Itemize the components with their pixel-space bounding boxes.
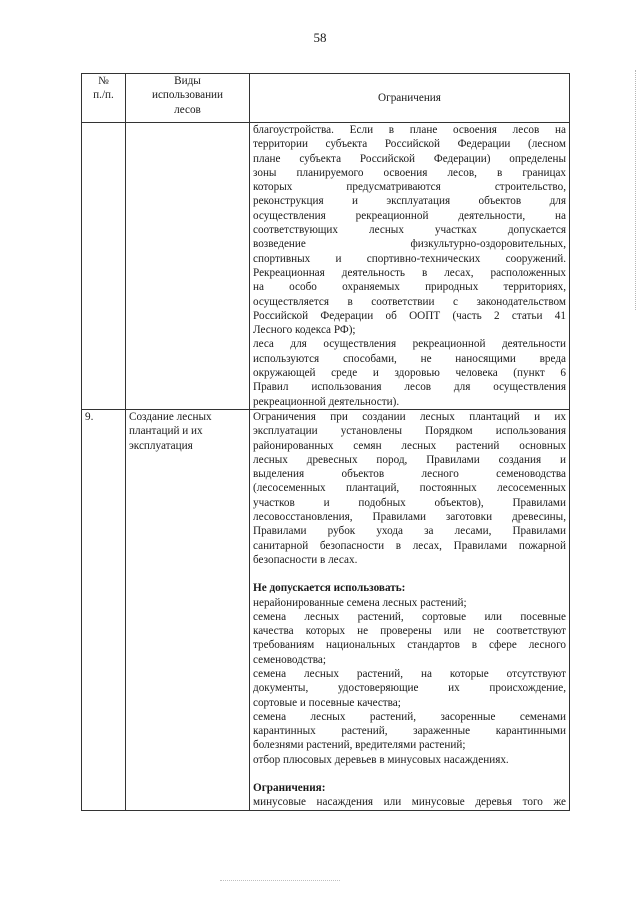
table-row-continued	[82, 123, 570, 410]
text-line: на особо охраняемых природных территориях,	[253, 281, 566, 294]
text-line: рекреационной деятельности).	[253, 395, 400, 408]
header-number: № п./п.	[82, 74, 126, 123]
cell-kind-empty	[126, 123, 250, 410]
text-line: санитарной безопасности в лесах, Правилами пожарной	[253, 539, 566, 552]
text-line: болезнями растений, вредителями растений;	[253, 739, 466, 752]
table-row-9	[82, 409, 570, 810]
header-forest-use-type: Виды использовании лесов	[126, 74, 250, 123]
not-allowed-heading: Не допускается использовать:	[253, 582, 406, 595]
text-line: которых предусматриваются строительство,	[253, 181, 566, 194]
text-line: нерайонированные семена лесных растений;	[253, 596, 467, 609]
text-line: реконструкция и эксплуатация объектов для	[253, 195, 566, 208]
text-line: благоустройства. Если в плане освоения лесов на	[253, 124, 566, 136]
text-line: требованиям национальных стандартов в сфере лесного	[253, 639, 566, 652]
not-allowed-list	[253, 596, 566, 768]
page-number: 58	[313, 30, 327, 45]
text-line: карантинных растений, зараженные карантинными	[253, 725, 566, 738]
cell-number-empty	[82, 123, 126, 410]
scan-artifact-dots	[220, 880, 340, 882]
text-line: используются способами, не наносящими вреда	[253, 352, 566, 365]
text-line: семена лесных растений, на которые отсутствуют	[253, 667, 566, 680]
text-line: зоны планируемого освоения лесов, в границах	[253, 166, 566, 179]
margin-marks	[631, 70, 636, 310]
restrictions-table	[81, 73, 570, 811]
text-line: безопасности в лесах.	[253, 553, 358, 566]
text-line: Ограничения при создании лесных плантаций и их	[253, 410, 566, 423]
header-restrictions: Ограничения	[250, 74, 570, 123]
restrictions-text	[253, 795, 566, 809]
text-line: эксплуатации установлены Порядком использования	[253, 425, 566, 438]
text-line: Правил использования лесов для осуществления	[253, 381, 566, 394]
text-line: семена лесных растений, засоренные семенами	[253, 710, 566, 723]
text-line: лесных древесных пород, Правилами создания и	[253, 453, 566, 466]
text-line: документы, удостоверяющие их происхождение,	[253, 682, 566, 695]
text-line: окружающей среде и здоровью человека (пункт 6	[253, 367, 566, 380]
text-line: спортивных и спортивно-технических сооружений.	[253, 252, 566, 265]
cell-kind: Создание лесных плантаций и их эксплуатация	[126, 409, 250, 810]
text-line: районированных семян лесных растений основных	[253, 439, 566, 452]
text-line: семеноводства;	[253, 653, 326, 666]
text-line: плане субъекта Российской Федерации) определены	[253, 152, 566, 165]
text-line: сортовые и посевные качества;	[253, 696, 401, 709]
text-line: леса для осуществления рекреационной деятельности	[253, 338, 566, 351]
text-line: осуществляется в соответствии с законодательством	[253, 295, 566, 308]
text-line: Рекреационная деятельность в лесах, расположенных	[253, 266, 566, 279]
cell-restrictions-continued	[250, 123, 570, 410]
text-line: лесовосстановления, Правилами заготовки древесины,	[253, 511, 566, 524]
text-line: соответствующих лесных участках допускается	[253, 224, 566, 237]
continued-text	[253, 123, 566, 409]
text-line: (лесосеменных плантаций, постоянных лесосеменных	[253, 482, 566, 495]
text-line: выделения объектов лесного семеноводства	[253, 468, 566, 481]
text-line: семена лесных растений, сортовые или посевные	[253, 610, 566, 623]
text-line: качества которых не проверены или не соответствуют	[253, 625, 566, 638]
text-line: отбор плюсовых деревьев в минусовых насаждениях.	[253, 753, 509, 766]
text-line: Лесного кодекса РФ);	[253, 324, 356, 337]
restrictions-paragraph	[253, 410, 566, 567]
text-line: Российской Федерации об ООПТ (часть 2 статьи 41	[253, 309, 566, 322]
text-line: участков и подобных объектов), Правилами	[253, 496, 566, 509]
text-line: Правилами рубок ухода за лесами, Правилами	[253, 525, 566, 538]
text-line: территории субъекта Российской Федерации (лесном	[253, 138, 566, 151]
text-line: возведение физкультурно-оздоровительных,	[253, 238, 566, 251]
text-line: минусовые насаждения или минусовые деревья того же	[253, 796, 566, 809]
text-line: осуществления рекреационной деятельности, на	[253, 209, 566, 222]
restrictions-heading: Ограничения:	[253, 782, 326, 795]
cell-number: 9.	[82, 409, 126, 810]
cell-restrictions	[250, 409, 570, 810]
table-header-row	[82, 74, 570, 123]
